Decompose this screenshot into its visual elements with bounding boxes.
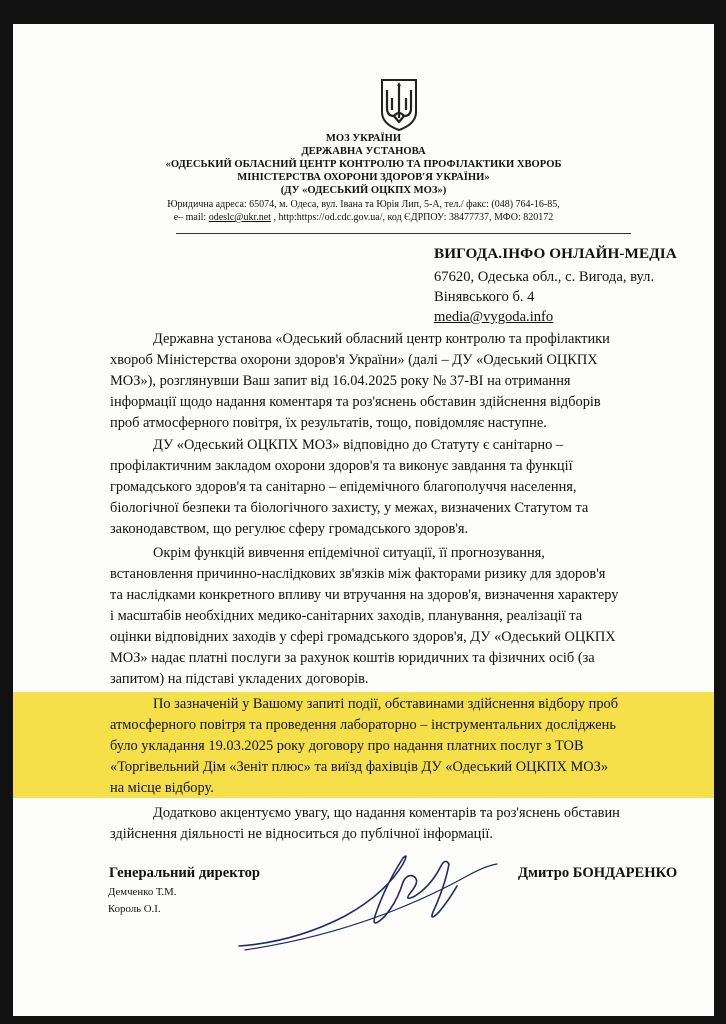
letter-page	[13, 24, 714, 1016]
header-ministry: МОЗ УКРАЇНИ	[325, 133, 402, 144]
executor-1: Демченко Т.М.	[108, 886, 177, 898]
recipient-name: ВИГОДА.ІНФО ОНЛАЙН-МЕДІА	[434, 245, 677, 262]
p1-line: МОЗ»), розглянувши Ваш запит від 16.04.2025 року № 37-ВІ на отримання	[110, 373, 571, 389]
recipient-address-2: Вінявського б. 4	[434, 289, 535, 305]
p3-line: МОЗ» надає платні послуги за рахунок коштів юридичних та фізичних осіб (за	[110, 650, 595, 666]
p2-line: профілактичним закладом охорони здоров'я та виконує завдання та функції	[110, 458, 573, 474]
p3-line: оцінки відповідних заходів у сфері громадського здоров'я, ДУ «Одеський ОЦКПХ	[110, 629, 616, 645]
p3-line: встановлення причинно-наслідкових зв'язків між факторами ризику для здоров'я	[110, 566, 606, 582]
signatory-title: Генеральний директор	[109, 865, 261, 881]
p4-line: «Торгівельний Дім «Зеніт плюс» та виїзд фахівців ДУ «Одеський ОЦКПХ МОЗ»	[110, 759, 609, 775]
header-org-name-2: МІНІСТЕРСТВА ОХОРОНИ ЗДОРОВ'Я УКРАЇНИ»	[237, 172, 490, 183]
header-contacts	[13, 212, 714, 224]
handwritten-signature-icon	[235, 846, 505, 956]
p1-line: хвороб Міністерства охорони здоров'я України» (далі – ДУ «Одеський ОЦКПХ	[110, 352, 598, 368]
p5-line: Додатково акцентуємо увагу, що надання коментарів та роз'яснень обставин	[153, 805, 620, 821]
recipient-address-1: 67620, Одеська обл., с. Вигода, вул.	[434, 269, 655, 285]
executor-2: Король О.І.	[108, 903, 161, 915]
header-legal-address: Юридична адреса: 65074, м. Одеса, вул. Івана та Юрія Лип, 5-А, тел./ факс: (048) 764-16-85,	[167, 199, 560, 210]
p2-line: громадського здоров'я та санітарно – епідемічного благополуччя населення,	[110, 479, 577, 495]
p4-line: атмосферного повітря та проведення лабораторно – інструментальних досліджень	[110, 717, 616, 733]
p5-line: здійснення діяльності не відноситься до публічної інформації.	[110, 826, 493, 842]
recipient-email-link[interactable]: media@vygoda.info	[434, 309, 554, 325]
signatory-name: Дмитро БОНДАРЕНКО	[518, 865, 678, 881]
trident-coat-of-arms-icon	[379, 78, 419, 132]
p2-line: законодавством, що регулює сферу громадського здоров'я.	[110, 521, 469, 537]
header-org-short: (ДУ «ОДЕСЬКИЙ ОЦКПХ МОЗ»)	[280, 185, 447, 196]
p4-line: на місце відбору.	[110, 780, 214, 796]
p1-line: Державна установа «Одеський обласний центр контролю та профілактики	[153, 331, 610, 347]
p3-line: запитом) на підставі укладених договорів.	[110, 671, 369, 687]
header-org-type: ДЕРЖАВНА УСТАНОВА	[301, 146, 426, 157]
p3-line: та наслідками конкретного впливу чи втручання на здоров'я, визначення характеру	[110, 587, 619, 603]
p4-line: По зазначеній у Вашому запиті події, обставинами здійснення відбору проб	[153, 696, 619, 712]
header-org-name-1: «ОДЕСЬКИЙ ОБЛАСНИЙ ЦЕНТР КОНТРОЛЮ ТА ПРОФІЛАКТИКИ ХВОРОБ	[165, 159, 562, 170]
header-divider	[176, 233, 631, 234]
p4-line: було укладання 19.03.2025 року договору про надання платних послуг з ТОВ	[110, 738, 584, 754]
org-email-link[interactable]: odeslc@ukr.net	[208, 212, 271, 223]
p3-line: і масштабів необхідних медико-санітарних заходів, планування, реалізації та	[110, 608, 583, 624]
p1-line: проб атмосферного повітря, їх результатів, тощо, повідомляє наступне.	[110, 415, 547, 431]
p3-line: Окрім функцій вивчення епідемічної ситуації, її прогнозування,	[153, 545, 545, 561]
contacts-prefix: e– mail:	[173, 212, 209, 223]
p1-line: інформації щодо надання коментаря та роз'яснень обставин здійснення відборів	[110, 394, 601, 410]
p2-line: біологічної безпеки та біологічного захисту, у межах, визначених Статутом та	[110, 500, 589, 516]
p2-line: ДУ «Одеський ОЦКПХ МОЗ» відповідно до Статуту є санітарно –	[153, 437, 564, 453]
contacts-rest: , http:https://od.cdc.gov.ua/, код ЄДРПОУ: 38477737, МФО: 820172	[270, 212, 554, 223]
